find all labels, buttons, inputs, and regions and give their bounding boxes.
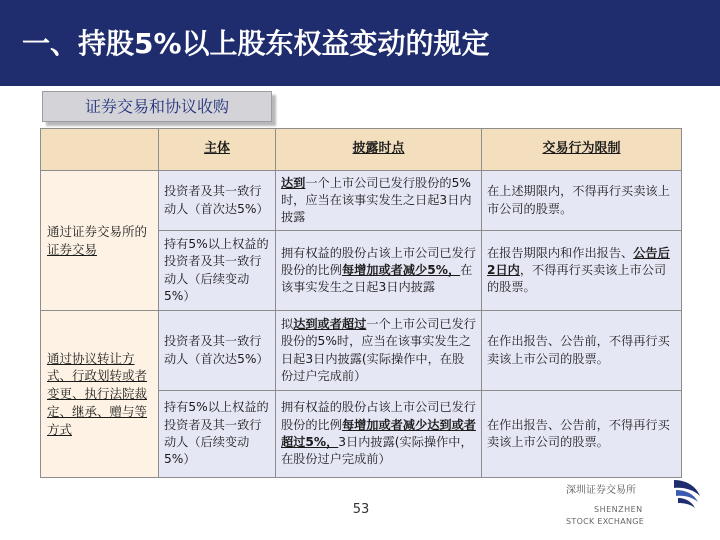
emphasized-text: 达到或者超过	[293, 316, 367, 331]
category-emphasis: 证券交易	[47, 241, 98, 257]
emphasized-text: 每增加或者减少达到或者超过5%，	[281, 417, 476, 449]
cell-text: 在作出报告、公告前，不得再行买卖该上市公司的股票。	[487, 334, 670, 366]
emphasized-text: 公告后2日内	[487, 245, 670, 277]
header-corner-cell	[41, 129, 159, 171]
table-row	[41, 311, 682, 391]
restriction-cell	[482, 391, 682, 478]
cell-text: 在该事实发生之日起3日内披露	[281, 262, 473, 295]
actor-cell: 持有5%以上权益的投资者及其一致行动人（后续变动5%）	[159, 231, 276, 311]
cell-text: ，不得再行买卖该上市公司的股票。	[487, 262, 667, 295]
title-banner	[0, 0, 720, 86]
cell-text: 一个上市公司已发行股份的5%时，应当在该事实发生之日起3日内披露(实际操作中，在股份过户完成前）	[281, 316, 476, 383]
category-exchange-trading	[41, 171, 159, 311]
category-emphasis: 通过协议转让方式、行政划转或者变更、执行法院裁定、继承、赠与等方式	[47, 350, 148, 437]
szse-logo	[560, 478, 710, 536]
column-header-subject: 主体	[159, 129, 276, 171]
disclosure-cell	[276, 171, 482, 231]
logo-english-line1: SHENZHEN	[594, 505, 643, 514]
restriction-cell	[482, 311, 682, 391]
column-header-restriction: 交易行为限制	[482, 129, 682, 171]
disclosure-cell	[276, 231, 482, 311]
page-title: 一、持股5%以上股东权益变动的规定	[22, 27, 490, 60]
cell-text: 3日内披露(实际操作中，在股份过户完成前）	[281, 435, 473, 467]
cell-text: 拥有权益的股份占该上市公司已发行股份的比例	[281, 245, 476, 277]
disclosure-cell	[276, 311, 482, 391]
cell-text: 在上述期限内，不得再行买卖该上市公司的股票。	[487, 184, 670, 216]
cell-text: 在作出报告、公告前，不得再行买卖该上市公司的股票。	[487, 417, 670, 449]
restriction-cell	[482, 231, 682, 311]
logo-english-line2: STOCK EXCHANGE	[566, 517, 645, 526]
emphasized-text: 每增加或者减少5%，	[341, 262, 461, 277]
category-agreement-transfer	[41, 311, 159, 478]
emphasized-text: 达到	[281, 175, 306, 190]
cell-text: 拟	[281, 316, 294, 331]
logo-chinese-name: 深圳证券交易所	[566, 485, 636, 496]
disclosure-cell	[276, 391, 482, 478]
cell-text: 拥有权益的股份占该上市公司已发行股份的比例	[281, 400, 476, 432]
actor-cell: 持有5%以上权益的投资者及其一致行动人（后续变动5%）	[159, 391, 276, 478]
cell-text: 在报告期限内和作出报告、	[487, 245, 634, 260]
cell-text: 一个上市公司已发行股份的5%时，应当在该事实发生之日起3日内披露	[281, 175, 472, 225]
actor-cell: 投资者及其一致行动人（首次达5%）	[159, 171, 276, 231]
restriction-cell	[482, 171, 682, 231]
section-label: 证券交易和协议收购	[42, 91, 272, 122]
szse-emblem-icon	[652, 478, 704, 518]
rules-table	[40, 128, 682, 478]
table-header-row	[41, 129, 682, 171]
page-number: 53	[352, 502, 370, 517]
table-row	[41, 171, 682, 231]
column-header-disclosure: 披露时点	[276, 129, 482, 171]
category-text: 通过证券交易所的	[47, 223, 148, 239]
actor-cell: 投资者及其一致行动人（首次达5%）	[159, 311, 276, 391]
